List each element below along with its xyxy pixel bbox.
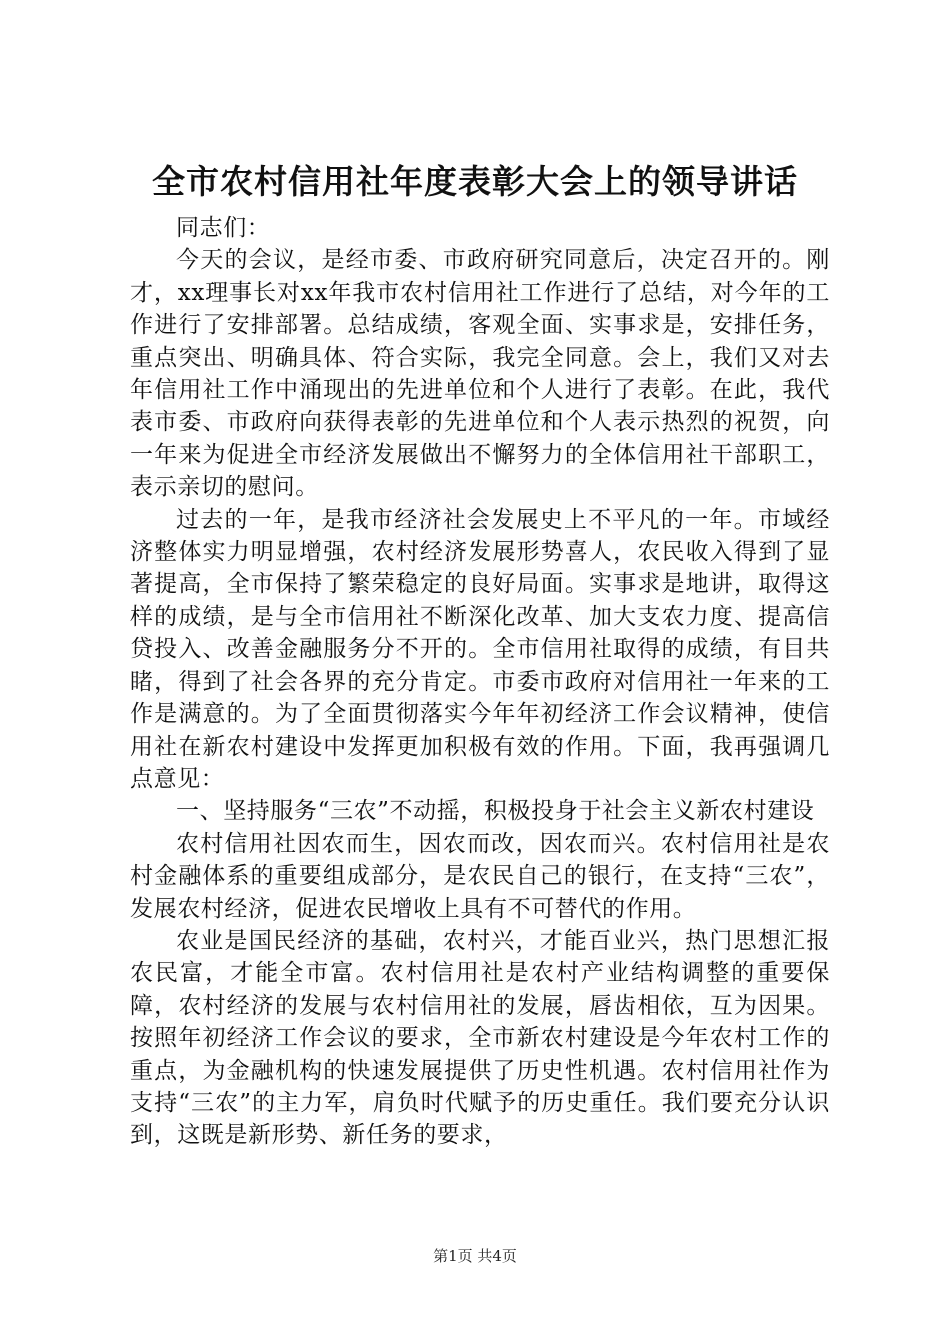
page-number-footer: 第1页 共4页 [433,1247,517,1265]
document-body [130,212,830,1152]
body-paragraph: 今天的会议，是经市委、市政府研究同意后，决定召开的。刚才，xx理事长对xx年我市农村信用社工作进行了总结，对今年的工作进行了安排部署。总结成绩，客观全面、实事求是，安排任务，重点突出、明确具体、符合实际，我完全同意。会上，我们又对去年信用社工作中涌现出的先进单位和个人进行了表彰。在此，我代表市委、市政府向获得表彰的先进单位和个人表示热烈的祝贺，向一年来为促进全市经济发展做出不懈努力的全体信用社干部职工，表示亲切的慰问。 [130,247,830,501]
salutation-paragraph: 同志们： [176,215,271,241]
document-title: 全市农村信用社年度表彰大会上的领导讲话 [152,162,798,201]
body-paragraph: 农业是国民经济的基础，农村兴，才能百业兴，热门思想汇报农民富，才能全市富。农村信用社是农村产业结构调整的重要保障，农村经济的发展与农村信用社的发展，唇齿相依，互为因果。按照年初经济工作会议的要求，全市新农村建设是今年农村工作的重点，为金融机构的快速发展提供了历史性机遇。农村信用社作为支持“三农”的主力军，肩负时代赋予的历史重任。我们要充分认识到，这既是新形势、新任务的要求， [130,927,830,1149]
section-heading: 一、坚持服务“三农”不动摇，积极投身于社会主义新农村建设 [176,798,815,825]
body-paragraph: 过去的一年，是我市经济社会发展史上不平凡的一年。市域经济整体实力明显增强，农村经济发展形势喜人，农民收入得到了显著提高，全市保持了繁荣稳定的良好局面。实事求是地讲，取得这样的成绩，是与全市信用社不断深化改革、加大支农力度、提高信贷投入、改善金融服务分不开的。全市信用社取得的成绩，有目共睹，得到了社会各界的充分肯定。市委市政府对信用社一年来的工作是满意的。为了全面贯彻落实今年年初经济工作会议精神，使信用社在新农村建设中发挥更加积极有效的作用。下面，我再强调几点意见： [130,506,830,792]
body-paragraph: 农村信用社因农而生，因农而改，因农而兴。农村信用社是农村金融体系的重要组成部分，是农民自己的银行，在支持“三农”，发展农村经济，促进农民增收上具有不可替代的作用。 [130,830,830,922]
